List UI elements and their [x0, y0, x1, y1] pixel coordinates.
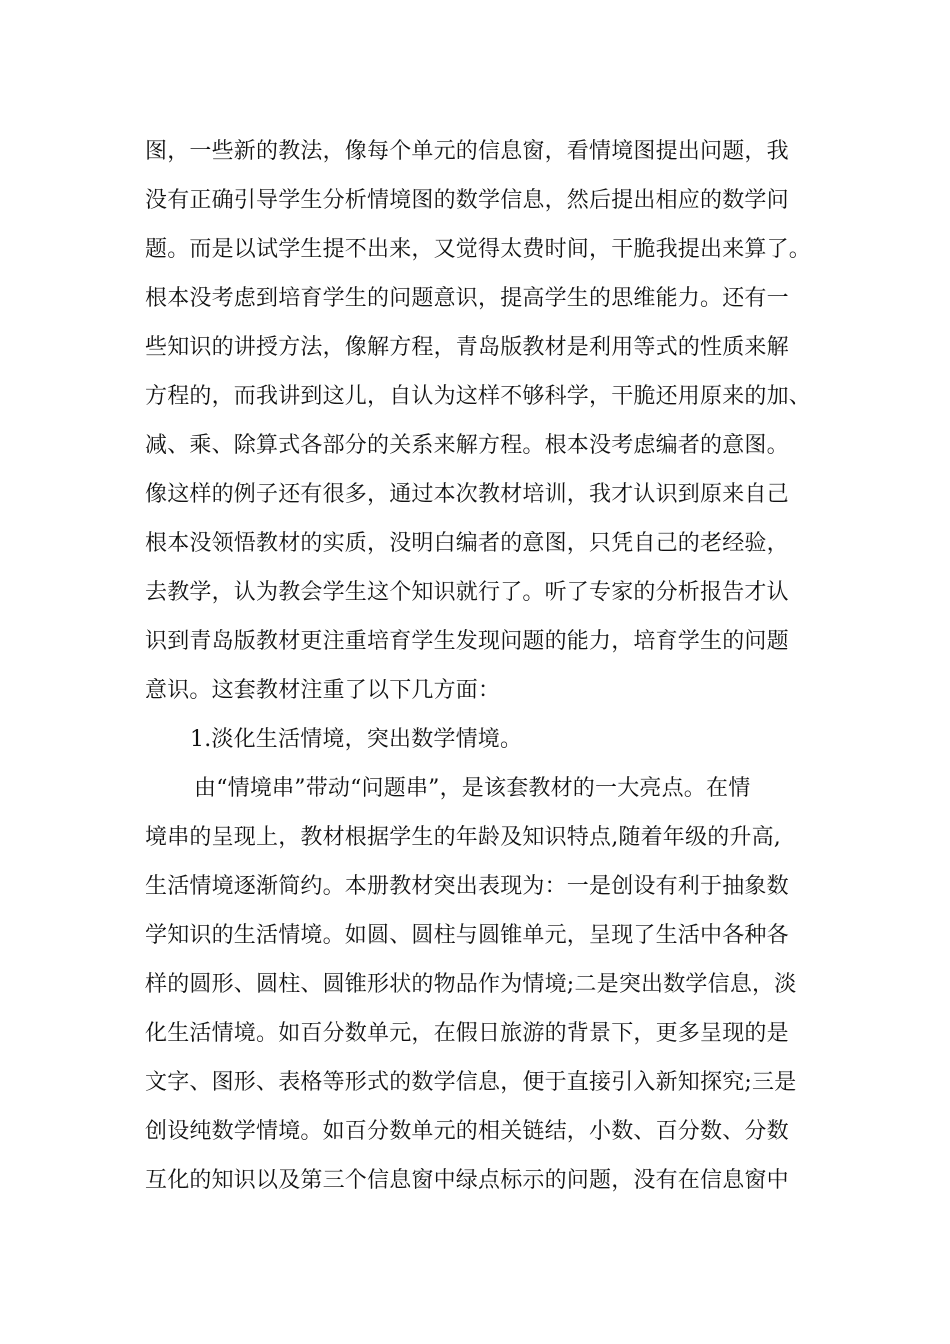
- text-line: 方程的，而我讲到这儿，自认为这样不够科学，干脆还用原来的加、: [145, 384, 812, 409]
- text-line: 像这样的例子还有很多，通过本次教材培训，我才认识到原来自己: [145, 482, 789, 507]
- text-line: 生活情境逐渐简约。本册教材突出表现为：一是创设有利于抽象数: [145, 874, 789, 899]
- text-line: 减、乘、除算式各部分的关系来解方程。根本没考虑编者的意图。: [145, 433, 789, 458]
- text-line: 学知识的生活情境。如圆、圆柱与圆锥单元，呈现了生活中各种各: [145, 923, 789, 948]
- text-line: 意识。这套教材注重了以下几方面：: [145, 678, 501, 703]
- text-line: 样的圆形、圆柱、圆锥形状的物品作为情境;二是突出数学信息，淡: [145, 972, 797, 997]
- text-line: 图，一些新的教法，像每个单元的信息窗，看情境图提出问题，我: [145, 139, 789, 164]
- text-line: 些知识的讲授方法，像解方程，青岛版教材是利用等式的性质来解: [145, 335, 789, 360]
- text-line: 题。而是以试学生提不出来，又觉得太费时间，干脆我提出来算了。: [145, 237, 812, 262]
- text-line: 互化的知识以及第三个信息窗中绿点标示的问题，没有在信息窗中: [145, 1168, 789, 1193]
- text-line: 根本没考虑到培育学生的问题意识，提高学生的思维能力。还有一: [145, 286, 789, 311]
- text-line: 根本没领悟教材的实质，没明白编者的意图，只凭自己的老经验，: [145, 531, 789, 556]
- section-heading: 1.淡化生活情境，突出数学情境。: [190, 727, 523, 752]
- text-line: 去教学，认为教会学生这个知识就行了。听了专家的分析报告才认: [145, 580, 789, 605]
- text-line: 境串的呈现上，教材根据学生的年龄及知识特点,随着年级的升高,: [145, 825, 781, 850]
- text-line: 识到青岛版教材更注重培育学生发现问题的能力，培育学生的问题: [145, 629, 789, 654]
- text-line: 文字、图形、表格等形式的数学信息，便于直接引入新知探究;三是: [145, 1070, 797, 1095]
- text-line: 没有正确引导学生分析情境图的数学信息，然后提出相应的数学问: [145, 188, 789, 213]
- text-line: 化生活情境。如百分数单元，在假日旅游的背景下，更多呈现的是: [145, 1021, 789, 1046]
- text-line: 创设纯数学情境。如百分数单元的相关链结，小数、百分数、分数: [145, 1119, 789, 1144]
- text-line: 由“情境串”带动“问题串”，是该套教材的一大亮点。在情: [194, 776, 751, 801]
